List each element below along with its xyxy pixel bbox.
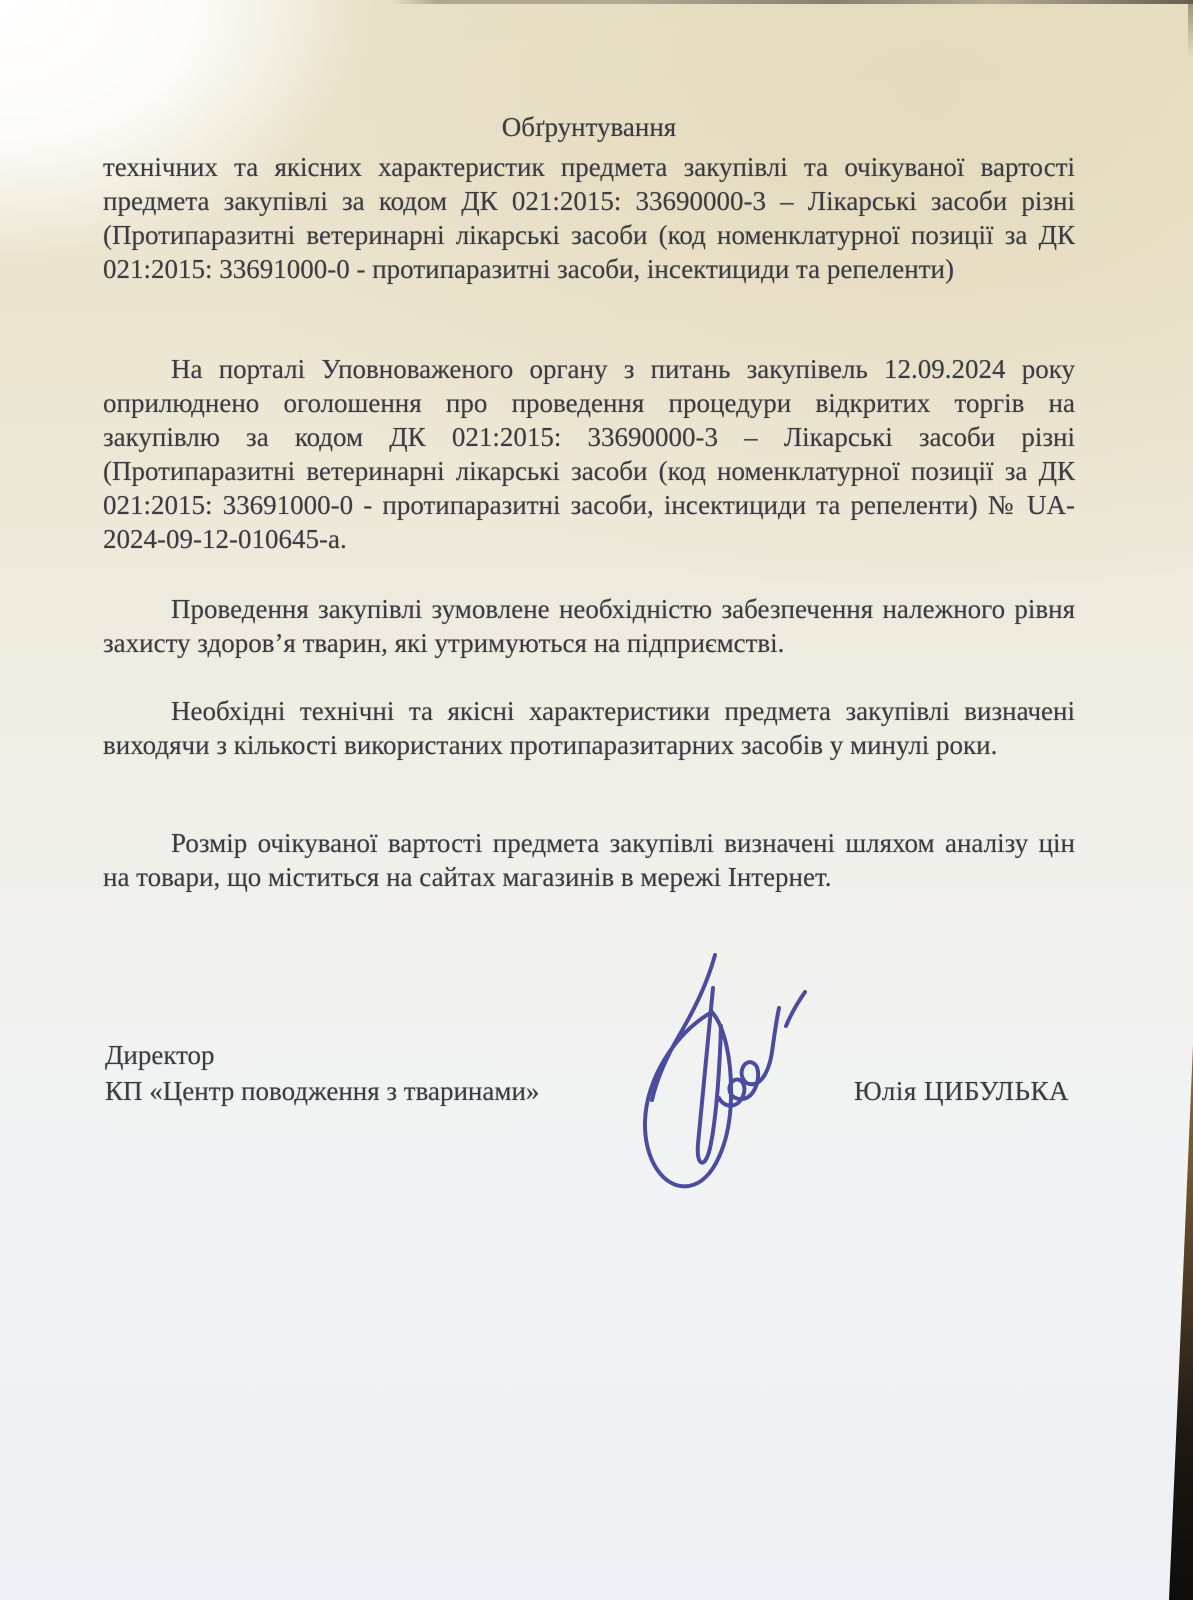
intro-paragraph: технічних та якісних характеристик предмета закупівлі та очікуваної вартості предмета закупівлі за кодом ДК 021:2015: 33690000-3 – Лікарські засоби різні (Протипаразитні ветеринарні лікарські засоби (код номенклатурної позиції за ДК 021:2015: 33691000-0 - протипаразитні засоби, інсектициди та репеленти) (103, 152, 1075, 284)
signer-organization: КП «Центр поводження з тваринами» (105, 1076, 540, 1106)
paragraph-technical-characteristics: Необхідні технічні та якісні характеристики предмета закупівлі визначені виходячи з кількості використаних протипаразитарних засобів у минулі роки. (103, 696, 1075, 760)
paragraph-purpose: Проведення закупівлі зумовлене необхідністю забезпечення належного рівня захисту здоров’я тварин, які утримуються на підприємстві. (103, 594, 1075, 658)
paragraph-expected-value: Розмір очікуваної вартості предмета закупівлі визначені шляхом аналізу цін на товари, що міститься на сайтах магазинів в мережі Інтернет. (103, 828, 1075, 892)
paragraph-announcement: На порталі Уповноваженого органу з питань закупівель 12.09.2024 року оприлюднено оголошення про проведення процедури відкритих торгів на закупівлю за кодом ДК 021:2015: 33690000-3 – Лікарські засоби різні (Протипаразитні ветеринарні лікарські засоби (код номенклатурної позиції за ДК 021:2015: 33691000-0 - протипаразитні засоби, інсектициди та репеленти) № UA-2024-09-12-010645-а. (103, 354, 1075, 554)
signature-block (103, 1038, 1075, 1168)
signature-ink (612, 946, 812, 1221)
document-title: Обґрунтування (501, 112, 677, 142)
document-text-layer (103, 0, 1075, 1600)
scan-artifact-table-edge (1169, 1045, 1193, 1600)
scan-artifact-top-right-edge (1188, 0, 1193, 58)
signer-role: Директор (105, 1040, 215, 1070)
signer-name: Юлія ЦИБУЛЬКА (854, 1076, 1069, 1106)
